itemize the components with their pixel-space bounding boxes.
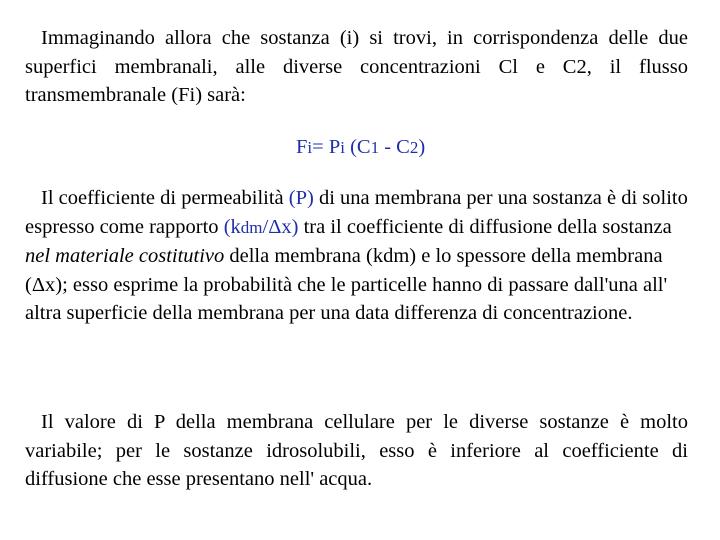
paragraph-permeability <box>25 184 688 328</box>
formula-p-subscript: i <box>340 138 345 157</box>
formula-close: ) <box>418 136 426 158</box>
formula-open-c: (C <box>344 136 371 158</box>
p3-text-3: tra il coefficiente di diffusione della sostanza <box>298 215 672 238</box>
p3-ratio <box>224 216 299 238</box>
paragraph-intro: Immaginando allora che sostanza (i) si trovi, in corrispondenza delle due superfici membranali, alle diverse concentrazioni Cl e C2, il flusso transmembranale (Fi) sarà: <box>25 27 688 106</box>
formula-c1-subscript: 1 <box>370 138 380 157</box>
p3-text-2: di una membrana per una sostanza è di solito espresso come rapporto <box>25 187 688 238</box>
p3-text-1: Il coefficiente di permeabilità <box>41 187 289 209</box>
flux-formula <box>296 133 425 163</box>
p3-ratio-open: (k <box>223 215 241 238</box>
p3-text-4: della membrana (kdm) e lo spessore della membrana (Δx); esso esprime la probabilità che le particelle hanno di passare dall'una all' altra superficie della membrana per una data differenza di concentrazione. <box>25 245 668 324</box>
p3-ratio-subscript: dm <box>240 217 263 237</box>
formula-minus-c: - C <box>379 136 410 158</box>
p3-italic-phrase: nel materiale costitutivo <box>25 245 225 267</box>
formula-equals-p: = P <box>312 136 341 158</box>
p3-ratio-rest: /Δx) <box>262 215 299 238</box>
paragraph-variability: Il valore di P della membrana cellulare per le diverse sostanze è molto variabile; per le sostanze idrosolubili, esso è inferiore al coefficiente di diffusione che esse presentano nell' acqua. <box>25 411 688 490</box>
formula-f: F <box>296 136 308 158</box>
formula-c2-subscript: 2 <box>409 138 419 157</box>
formula-f-subscript: i <box>307 138 313 157</box>
p3-symbol-p: (P) <box>288 187 314 209</box>
